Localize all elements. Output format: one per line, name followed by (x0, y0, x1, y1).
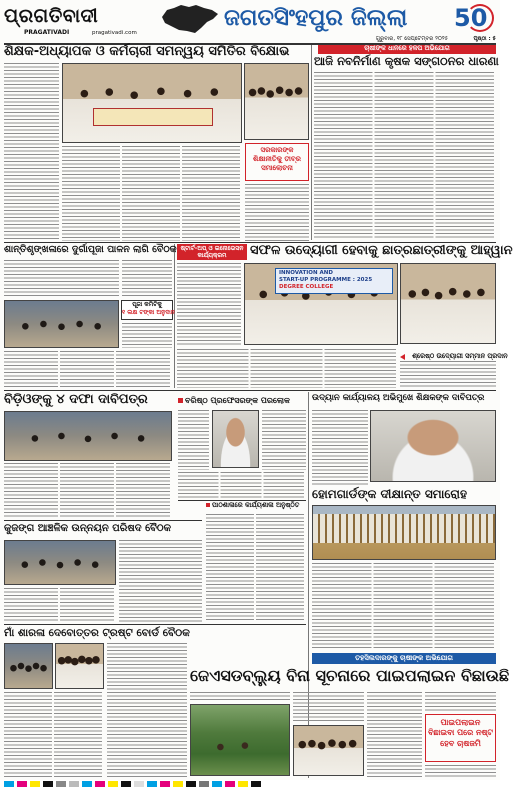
body-text (4, 588, 116, 622)
callout-line: ୧ ଲକ୍ଷ ଟଙ୍କା ଅନୁଦାନ (122, 308, 175, 316)
body-text (314, 72, 496, 240)
headline-durga-puja-meeting: ଶାନ୍ତିଶୃଙ୍ଖଳାରେ ଦୁର୍ଗାପୂଜା ପାଳନ ଲାଗି ବୈଠକ (4, 244, 177, 255)
body-text (206, 514, 306, 622)
body-text (177, 263, 241, 346)
body-text (122, 260, 172, 298)
photo-obituary-portrait (212, 410, 259, 468)
kicker-jsw: ତହସିଲଦାରଙ୍କୁ ଚାଷୀଙ୍କ ଅଭିଯୋଗ (312, 653, 496, 664)
photo-sarala-meeting-1 (4, 643, 53, 689)
body-text (62, 146, 242, 241)
award-caption-text: ଶ୍ରେଷ୍ଠ ଉଦ୍ୟୋଗୀ ସମ୍ମାନ ପ୍ରଦାନ (412, 352, 508, 360)
body-text (312, 410, 368, 486)
body-text (122, 323, 172, 348)
section-rule (4, 390, 496, 391)
body-text (4, 260, 119, 298)
body-text (4, 692, 104, 778)
anniversary-number: 50 (454, 4, 488, 32)
headline-bdo-demand: ବିଡ଼ିଓଙ୍କୁ ୪ ଦଫା ଦାବିପତ୍ର (4, 392, 148, 407)
section-rule (4, 624, 306, 625)
issue-date: ଗୁରୁବାର, ୧୮ ସେପ୍ଟେମ୍ବର ୨୦୨୫ (375, 36, 448, 42)
newspaper-logo-english: PRAGATIVADI (24, 29, 70, 36)
photo-durga-puja-meeting (4, 300, 119, 348)
body-text (178, 472, 306, 500)
headline-horticulture: ଉଦ୍ୟାନ କାର୍ଯ୍ୟାଳୟ ଅଭିମୁଖେ ଶିକ୍ଷକଙ୍କ ଦାବିପତ୍ର (312, 393, 485, 403)
body-text (177, 349, 398, 388)
body-text (425, 765, 496, 778)
page-number: ପୃଷ୍ଠା : ୫ (473, 36, 496, 42)
headline-obituary (178, 396, 306, 407)
newspaper-logo: ପ୍ରଗତିବାଦୀ (4, 5, 99, 27)
callout-text: ସରକାରଙ୍କ ଶିକ୍ଷାନୀତିକୁ ତୀବ୍ର ସମାଲୋଚନା (252, 146, 301, 172)
masthead (0, 0, 500, 44)
section-rule (4, 520, 202, 521)
headline-teachers-protest: ଶିକ୍ଷକ-ଅଧ୍ୟାପକ ଓ କର୍ମଚାରୀ ସମନ୍ୱୟ ସମିତିର ବିକ୍ଷୋଭ (4, 44, 290, 59)
body-text (4, 351, 172, 388)
kicker-farmers: ଚାଷୀଙ୍କ ଧାନରେ ହଳପ ଅଭିଯୋଗ (318, 45, 496, 54)
body-text (425, 692, 496, 712)
body-text (107, 643, 187, 778)
banner-text: INNOVATION AND (279, 270, 333, 276)
callout-box-jsw (425, 714, 496, 762)
caption-arrow-icon (400, 354, 405, 360)
headline-kujang-council: କୁଜଙ୍ଗ ଆଞ୍ଚଳିକ ଉନ୍ନୟନ ପରିଷଦ ବୈଠକ (4, 523, 171, 534)
photo-teachers-banner (62, 63, 242, 143)
photo-horticulture (370, 410, 496, 482)
photo-home-guard-parade (312, 505, 496, 560)
photo-council-meeting (4, 540, 116, 585)
headline-jsw-pipeline: ଜେଏସଡବ୍ଲ୍ୟୁ ବିନା ସୂଚନାରେ ପାଇପଲାଇନ ବିଛାଉଛି (190, 666, 510, 685)
callout-line: ପୂଜା କମିଟିକୁ (132, 301, 162, 308)
headline-home-guard: ହୋମଗାର୍ଡଙ୍କ ଦୀକ୍ଷାନ୍ତ ସମାରୋହ (312, 487, 467, 501)
headline-workshop (206, 502, 306, 512)
body-text (245, 184, 309, 241)
photo-sarala-meeting-2 (55, 643, 104, 689)
award-caption (400, 346, 508, 360)
headline-sarala-meeting: ମାଁ ଶାରଳା ଦେବୋତ୍ତର ଟ୍ରଷ୍ଟ ବୋର୍ଡ ବୈଠକ (4, 627, 190, 639)
body-text (4, 463, 172, 519)
protest-banner (93, 108, 213, 126)
callout-box-teachers (245, 143, 309, 181)
obituary-title: ବରିଷ୍ଠ ପ୍ରଫେସରଙ୍କ ପରଲୋକ (185, 396, 290, 405)
headline-farmers-dharana: ଆଜି ନବନିର୍ମାଣ କୃଷକ ସଙ୍ଗଠନର ଧାରଣା (314, 54, 499, 68)
body-text (190, 692, 290, 702)
banner-text: DEGREE COLLEGE (279, 283, 334, 290)
district-title: ଜଗତସିଂହପୁର ଜିଲ୍ଲା (224, 5, 408, 31)
kicker-startup: ଷ୍ଟାର୍ଟ-ଅପ୍ ଓ ଇନୋଭେସନ କାର୍ଯ୍ୟକ୍ରମ (177, 244, 247, 260)
body-text (262, 410, 306, 470)
body-text (312, 563, 496, 650)
column-divider (311, 45, 312, 240)
body-text (367, 692, 422, 778)
photo-bdo-memorandum (4, 411, 172, 461)
headline-startup-call: ସଫଳ ଉଦ୍ୟୋଗୀ ହେବାକୁ ଛାତ୍ରଛାତ୍ରୀଙ୍କୁ ଆହ୍ୱାନ (250, 243, 513, 258)
website-url: pragativadi.com (92, 30, 137, 36)
photo-startup-programme (244, 263, 398, 345)
banner-text: START-UP PROGRAMME : 2025 (279, 276, 373, 283)
photo-award-ceremony (400, 263, 496, 344)
bullet-square-icon (206, 503, 210, 507)
anniversary-logo (452, 3, 496, 35)
programme-banner (275, 268, 393, 294)
callout-box-puja-grant (121, 300, 173, 320)
body-text (119, 540, 202, 622)
photo-pipeline-field (190, 704, 290, 776)
photo-farmers-crowd (293, 725, 364, 776)
body-text (178, 410, 209, 470)
bullet-square-icon (178, 398, 183, 403)
photo-teachers-group (244, 63, 309, 140)
callout-text: ପାଇପଲାଇନ ବିଛାଇବା ପରେ ନଷ୍ଟ ହେବ ଚାଷଜମି (428, 718, 493, 748)
body-text (400, 361, 496, 388)
print-registration-bar (0, 780, 500, 788)
body-text (4, 63, 59, 241)
odisha-map-icon (160, 3, 220, 35)
column-divider (174, 244, 175, 388)
body-text (293, 692, 364, 722)
workshop-title: ପାଠଶାଳାରେ କାର୍ଯ୍ୟଶାଳା ଅନୁଷ୍ଠିତ (212, 501, 300, 509)
